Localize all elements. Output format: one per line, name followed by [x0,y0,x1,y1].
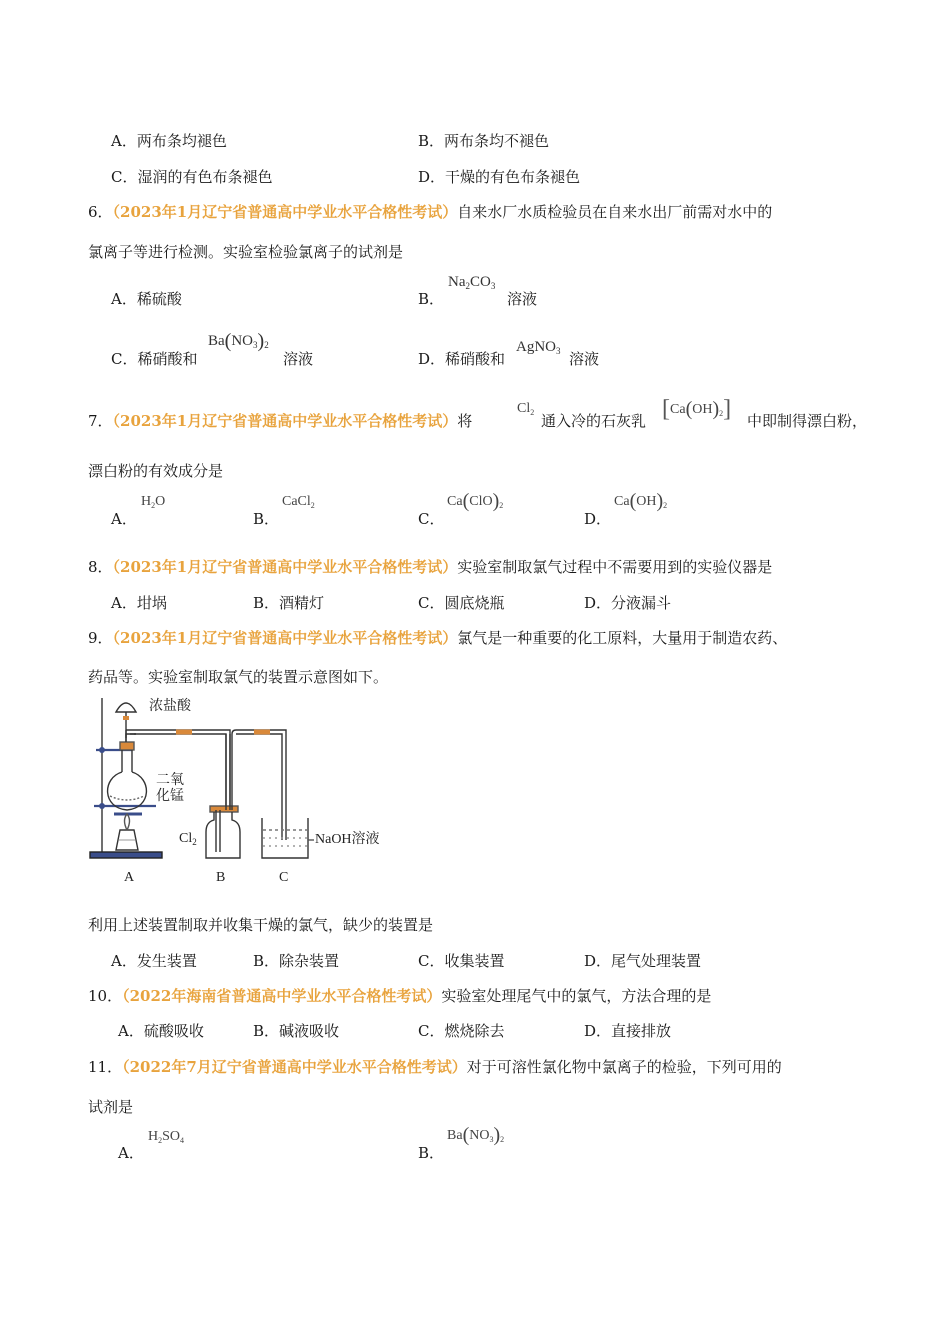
q11-stem-text1: 对于可溶性氯化物中氯离子的检验，下列可用的 [466,1058,782,1076]
q10-number: 10． [88,987,123,1005]
label-cl2: $Cl_2$ [179,831,197,847]
q7-option-d-formula: $Ca(OH)_2$ [614,490,668,512]
q8-stem-text: 实验室制取氯气过程中不需要用到的实验仪器是 [457,558,773,576]
q7-option-a-label: A． [111,510,137,528]
q7-stem-b: 通入冷的石灰乳 [541,412,647,430]
q10-option-a: A．硫酸吸收 [118,1022,204,1040]
q11-number: 11． [88,1058,123,1076]
q5-option-a: A．两布条均褪色 [111,132,227,150]
q7-option-d-label: D． [584,510,612,528]
q7-option-a-formula: $H_2O$ [141,494,166,510]
q9-stem-line2: 药品等。实验室制取氯气的装置示意图如下。 [88,668,389,686]
q6-option-c-label: C．稀硝酸和 [111,350,198,368]
q11-option-b-formula: $Ba(NO_3)_2$ [447,1124,505,1146]
q7-option-b-label: B． [253,510,280,528]
q6-option-a: A．稀硫酸 [111,290,182,308]
q9-stem-text1: 氯气是一种重要的化工原料，大量用于制造农药、 [457,629,788,647]
q8-option-b: B．酒精灯 [253,594,325,612]
q11-stem-line2: 试剂是 [88,1098,134,1116]
q6-number: 6． [88,203,113,221]
q8-stem [88,556,772,577]
flask-stopper [120,742,134,750]
q6-stem-line1 [88,201,772,222]
q7-stem-c: 中即制得漂白粉， [747,412,868,430]
q7-stem-line2: 漂白粉的有效成分是 [88,462,224,480]
label-concentrated-hcl: 浓盐酸 [149,699,191,714]
q11-source: （2022年7月辽宁省普通高中学业水平合格性考试） [122,1058,467,1076]
q10-source: （2022年海南省普通高中学业水平合格性考试） [122,987,442,1005]
q11-option-a-formula: $H_2SO_4$ [148,1129,185,1145]
q8-option-a: A．坩埚 [111,594,167,612]
q9-stem-line3: 利用上述装置制取并收集干燥的氯气，缺少的装置是 [88,916,434,934]
label-mno2-line1: 二氧 [156,773,184,788]
q10-option-b: B．碱液吸收 [253,1022,340,1040]
q6-option-b-suffix: 溶液 [507,290,538,308]
q6-stem-line2: 氯离子等进行检测。实验室检验氯离子的试剂是 [88,243,404,261]
q7-stem-a: 将 [457,412,473,430]
label-apparatus-b: B [216,870,226,885]
q5-option-b: B．两布条均不褪色 [418,132,550,150]
q9-stem-line1 [88,627,787,648]
stand-base [90,852,162,858]
collecting-bottle [206,812,240,858]
q7-caoh2-formula: $[Ca(OH)_2]$ [662,396,732,422]
q6-option-d-suffix: 溶液 [569,350,600,368]
q9-number: 9． [88,629,113,647]
q6-source: （2023年1月辽宁省普通高中学业水平合格性考试） [112,203,458,221]
q7-option-c-formula: $Ca(ClO)_2$ [447,490,504,512]
q7-stem-line1-start [88,410,472,431]
q10-stem [88,985,711,1006]
q7-number: 7． [88,412,113,430]
q6-option-b-formula: $Na_2CO_3$ [448,274,496,291]
label-naoh-solution: NaOH溶液 [315,832,380,847]
label-mno2-line2: 化锰 [156,789,184,804]
label-apparatus-a: A [124,870,135,885]
round-bottom-flask [108,772,147,810]
q6-option-c-formula: $Ba(NO_3)_2$ [208,330,269,352]
q11-option-b-label: B． [418,1144,445,1162]
q10-option-c: C．燃烧除去 [418,1022,505,1040]
q9-option-b: B．除杂装置 [253,952,340,970]
q11-option-a-label: A． [118,1144,144,1162]
q7-source: （2023年1月辽宁省普通高中学业水平合格性考试） [112,412,458,430]
q5-option-d: D．干燥的有色布条褪色 [418,168,581,186]
q6-option-d-formula: AgNO$_3$ [516,339,561,356]
q8-source: （2023年1月辽宁省普通高中学业水平合格性考试） [112,558,458,576]
q7-option-c-label: C． [418,510,445,528]
q6-option-b-label: B． [418,290,445,308]
q8-option-c: C．圆底烧瓶 [418,594,505,612]
q6-stem-text1: 自来水厂水质检验员在自来水出厂前需对水中的 [457,203,773,221]
q7-option-b-formula: CaCl$_2$ [282,494,315,510]
q6-option-c-suffix: 溶液 [283,350,314,368]
q9-option-a: A．发生装置 [111,952,197,970]
separatory-funnel [116,703,136,712]
q11-stem-line1 [88,1056,782,1077]
q5-option-c: C．湿润的有色布条褪色 [111,168,273,186]
q8-number: 8． [88,558,113,576]
delivery-tube-b-c [232,730,286,840]
q9-option-d: D．尾气处理装置 [584,952,702,970]
q10-option-d: D．直接排放 [584,1022,672,1040]
q10-stem-text: 实验室处理尾气中的氯气，方法合理的是 [441,987,712,1005]
label-apparatus-c: C [279,870,289,885]
q7-cl2-formula: $Cl_2$ [517,401,535,417]
q9-option-c: C．收集装置 [418,952,505,970]
q6-option-d-label: D．稀硝酸和 [418,350,506,368]
beaker [262,818,308,858]
chlorine-apparatus-figure [86,690,396,890]
q9-source: （2023年1月辽宁省普通高中学业水平合格性考试） [112,629,458,647]
q8-option-d: D．分液漏斗 [584,594,672,612]
